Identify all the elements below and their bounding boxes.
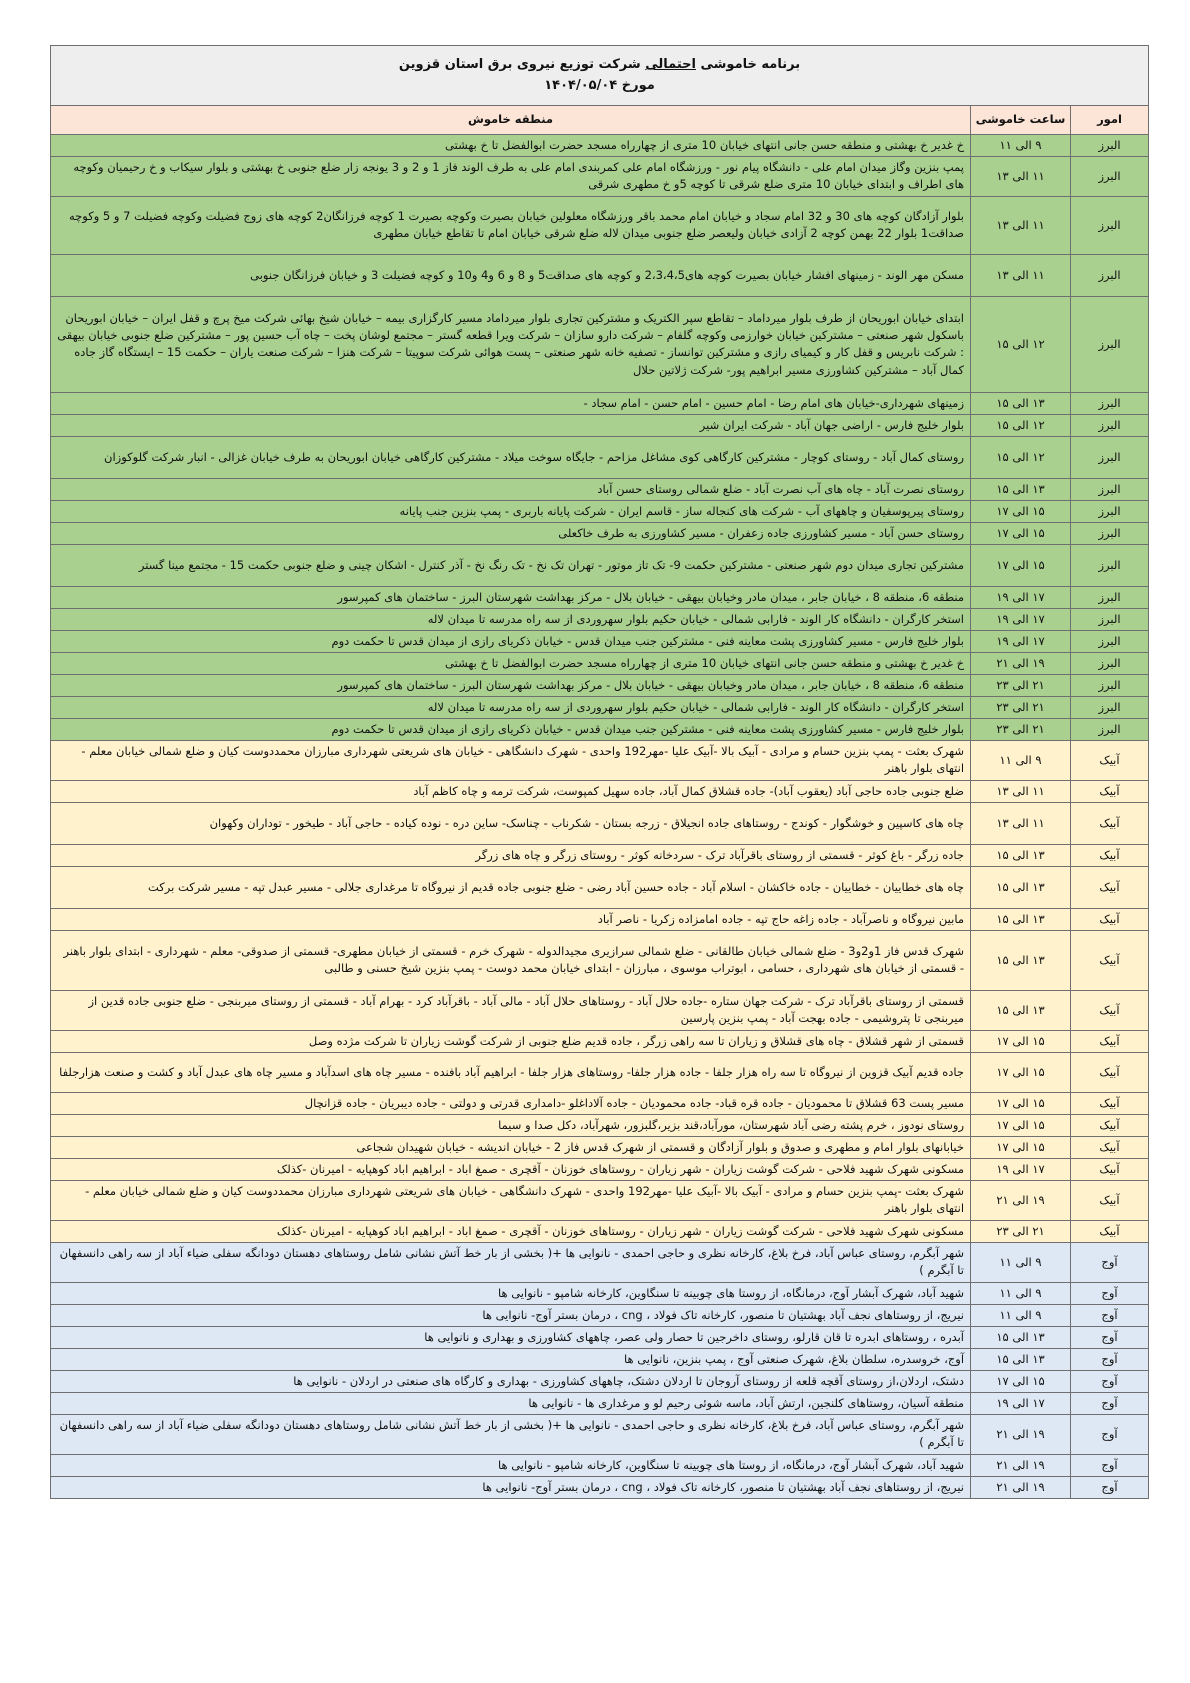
table-row — [51, 1454, 1149, 1476]
region-cell: البرز — [1071, 436, 1149, 478]
area-cell: روستای حسن آباد - مسیر کشاورزی جاده زعفران - مسیر کشاورزی به طرف خاکعلی — [51, 522, 971, 544]
area-cell: استخر کارگران - دانشگاه کار الوند - فارابی شمالی - خیابان حکیم بلوار سهروردی از سه راه مدرسه تا میدان لاله — [51, 696, 971, 718]
region-cell: آوج — [1071, 1348, 1149, 1370]
region-cell: آبیک — [1071, 1114, 1149, 1136]
area-cell: مسکن مهر الوند - زمینهای افشار خیابان بصیرت کوچه های2،3،4،5 و کوچه های صداقت5 و 8 و 6 و4 و10 و کوچه فضیلت 3 و خیابان فرزانگان جنوبی — [51, 254, 971, 296]
area-cell: قسمتی از روستای باقرآباد ترک - شرکت جهان ستاره -جاده حلال آباد - روستاهای حلال آباد - مالی آباد - باقرآباد کرد - بهرام آباد - قسمتی از روستای میربنجی - ضلع جنوبی جاده قدین از میربنجی تا پتروشیمی - جاده بهجت آباد - پمپ بنزین پارسین — [51, 990, 971, 1030]
region-cell: آبیک — [1071, 1030, 1149, 1052]
table-row — [51, 522, 1149, 544]
time-cell: ۱۳ الی ۱۵ — [971, 1326, 1071, 1348]
area-cell: مسیر پست 63 قشلاق تا محمودیان - جاده قره قباد- جاده محمودیان - جاده آلاداغلو -دامداری قدرتی و دولتی - جاده دیبریان - جاده قزانچال — [51, 1092, 971, 1114]
table-row — [51, 156, 1149, 196]
table-row — [51, 478, 1149, 500]
area-cell: قسمتی از شهر قشلاق - چاه های قشلاق و زیاران تا سه راهی زرگر ، جاده قدیم ضلع جنوبی از شرکت گوشت زیاران تا شرکت مژده وصل — [51, 1030, 971, 1052]
table-row — [51, 544, 1149, 586]
time-cell: ۱۳ الی ۱۵ — [971, 392, 1071, 414]
table-row — [51, 296, 1149, 392]
time-cell: ۱۹ الی ۲۱ — [971, 1180, 1071, 1220]
table-row — [51, 1304, 1149, 1326]
table-row — [51, 414, 1149, 436]
region-cell: البرز — [1071, 718, 1149, 740]
area-cell: روستای نصرت آباد - چاه های آب نصرت آباد - ضلع شمالی روستای حسن آباد — [51, 478, 971, 500]
time-cell: ۱۵ الی ۱۷ — [971, 1370, 1071, 1392]
area-cell: شهرک بعثت - پمپ بنزین حسام و مرادی - آبیک بالا -آبیک علیا -مهر192 واحدی - شهرک دانشگاهی - خیابان های شریعتی شهرداری مبارزان محمددوست کیان و ضلع شمالی خیابان معلم - انتهای بلوار باهنر — [51, 740, 971, 780]
time-cell: ۹ الی ۱۱ — [971, 740, 1071, 780]
area-cell: خ غدیر خ بهشتی و منطقه حسن جانی انتهای خیابان 10 متری از چهارراه مسجد حضرت ابوالفضل تا خ بهشتی — [51, 134, 971, 156]
area-cell: ابتدای خیابان ابوریحان از طرف بلوار میرداماد – تقاطع سپر الکتریک و مشترکین تجاری بلوار میرداماد مسیر کارگزاری بیمه – خیابان شیخ بهائی شرکت میخ پرچ و قفل ایران – خیابان ابوریحان باسکول شهر صنعتی – مشترکین خیابان خوارزمی وکوچه گلفام – شرکت دارو سازان – شرکت ویرا قطعه گستر – مجتمع لوشان پخت – چاه آب حسین پور – مشترکین ضلع جنوبی خیابان بیهقی : شرکت نابریس و قفل کار و کیمیای رازی و مشترکین توانساز - تصفیه خانه شهر صنعتی – پست هوائی شرکت سوپیتا – شرکت هنزا – شرکت صنعت یاران – حکمت 15 – ایستگاه گاز جاده کمال آباد – مشترکین کشاورزی مسیر ابراهیم پور- شرکت ژلاتین حلال — [51, 296, 971, 392]
region-cell: البرز — [1071, 674, 1149, 696]
page-title — [51, 46, 1149, 106]
time-cell: ۱۷ الی ۱۹ — [971, 1158, 1071, 1180]
region-cell: البرز — [1071, 500, 1149, 522]
area-cell: بلوار آزادگان کوچه های 30 و 32 امام سجاد و خیابان امام محمد باقر ورزشگاه معلولین خیابان بصیرت وکوچه بصیرت 1 کوچه فرزانگان2 کوچه های زوج فضیلت وکوچه فضیلت 7 و 5 وکوچه صداقت1 بلوار 22 بهمن کوچه 2 آزادی خیابان ولیعصر ضلع جنوبی میدان لاله ضلع شرقی خیابان امام تا تقاطع خیابان مطهری — [51, 196, 971, 254]
area-cell: شهید آباد، شهرک آبشار آوج، درمانگاه، از روستا های چوبینه تا سنگاوین، کارخانه شامپو - نانوایی ها — [51, 1282, 971, 1304]
area-cell: جاده قدیم آبیک قزوین از نیروگاه تا سه راه هزار جلفا - جاده هزار جلفا- روستاهای هزار جلفا - ابراهیم آباد بافنده - مسیر چاه های اسدآباد و مسیر چاه های عبدل آباد و کشت و صنعت هزارجلفا — [51, 1052, 971, 1092]
area-cell: زمینهای شهرداری-خیابان های امام رضا - امام حسین - امام حسن - امام سجاد - — [51, 392, 971, 414]
area-cell: روستای نودوز ، خرم پشته رضی آباد شهرستان، مورآباد،قند بزیر،گلبزور، شهرآباد، دکل صدا و سیما — [51, 1114, 971, 1136]
region-cell: البرز — [1071, 696, 1149, 718]
table-row — [51, 1180, 1149, 1220]
time-cell: ۱۳ الی ۱۵ — [971, 908, 1071, 930]
table-row — [51, 586, 1149, 608]
region-cell: آوج — [1071, 1392, 1149, 1414]
time-cell: ۱۱ الی ۱۳ — [971, 780, 1071, 802]
header-time: ساعت خاموشی — [971, 105, 1071, 134]
table-row — [51, 674, 1149, 696]
region-cell: البرز — [1071, 478, 1149, 500]
area-cell: بلوار خلیج فارس - مسیر کشاورزی پشت معاینه فنی - مشترکین جنب میدان قدس - خیابان ذکریای رازی از میدان قدس تا حکمت دوم — [51, 718, 971, 740]
area-cell: بلوار خلیج فارس - اراضی جهان آباد - شرکت ایران شیر — [51, 414, 971, 436]
table-row — [51, 134, 1149, 156]
table-row — [51, 930, 1149, 990]
region-cell: آبیک — [1071, 908, 1149, 930]
area-cell: آوج، خروسدره، سلطان بلاغ، شهرک صنعتی آوج ، پمپ بنزین، نانوایی ها — [51, 1348, 971, 1370]
time-cell: ۱۱ الی ۱۳ — [971, 196, 1071, 254]
table-row — [51, 1052, 1149, 1092]
time-cell: ۱۵ الی ۱۷ — [971, 1136, 1071, 1158]
title-emphasis: احتمالی — [645, 57, 696, 72]
time-cell: ۱۵ الی ۱۷ — [971, 522, 1071, 544]
time-cell: ۱۷ الی ۱۹ — [971, 586, 1071, 608]
region-cell: البرز — [1071, 296, 1149, 392]
region-cell: آبیک — [1071, 990, 1149, 1030]
table-row — [51, 1414, 1149, 1454]
time-cell: ۱۲ الی ۱۵ — [971, 436, 1071, 478]
region-cell: آوج — [1071, 1282, 1149, 1304]
table-row — [51, 1114, 1149, 1136]
area-cell: پمپ بنزین وگاز میدان امام علی - دانشگاه پیام نور - ورزشگاه امام علی کمربندی امام علی به طرف الوند فاز 1 و 2 و 3 یونجه زار ضلع جنوبی خ بهشتی و بلوار سیکاب و خ رحیمیان وکوچه های اطراف و ابتدای خیابان 10 متری ضلع شرقی تا کوچه 5و خ مطهری شرقی — [51, 156, 971, 196]
region-cell: البرز — [1071, 586, 1149, 608]
time-cell: ۱۱ الی ۱۳ — [971, 254, 1071, 296]
time-cell: ۱۷ الی ۱۹ — [971, 630, 1071, 652]
area-cell: روستای پیرپوسفیان و چاههای آب - شرکت های کنجاله ساز - قاسم ایران - شرکت پایانه باربری - پمپ بنزین جنب پایانه — [51, 500, 971, 522]
table-row — [51, 990, 1149, 1030]
region-cell: البرز — [1071, 392, 1149, 414]
time-cell: ۹ الی ۱۱ — [971, 134, 1071, 156]
time-cell: ۱۹ الی ۲۱ — [971, 1414, 1071, 1454]
table-row — [51, 1326, 1149, 1348]
area-cell: مسکونی شهرک شهید فلاحی - شرکت گوشت زیاران - شهر زیاران - روستاهای خوزنان - آقچری - صمغ اباد - ابراهیم اباد کوهپایه - امیرنان -کذلک — [51, 1158, 971, 1180]
table-row — [51, 1392, 1149, 1414]
header-region: امور — [1071, 105, 1149, 134]
time-cell: ۱۳ الی ۱۵ — [971, 478, 1071, 500]
header-row — [51, 105, 1149, 134]
time-cell: ۱۳ الی ۱۵ — [971, 844, 1071, 866]
table-row — [51, 254, 1149, 296]
region-cell: آوج — [1071, 1414, 1149, 1454]
region-cell: آوج — [1071, 1304, 1149, 1326]
region-cell: آبیک — [1071, 866, 1149, 908]
title-prefix: برنامه خاموشی — [695, 57, 801, 72]
time-cell: ۱۹ الی ۲۱ — [971, 652, 1071, 674]
table-row — [51, 1370, 1149, 1392]
table-row — [51, 1476, 1149, 1498]
time-cell: ۱۳ الی ۱۵ — [971, 930, 1071, 990]
time-cell: ۱۳ الی ۱۵ — [971, 866, 1071, 908]
region-cell: البرز — [1071, 544, 1149, 586]
region-cell: آبیک — [1071, 1052, 1149, 1092]
title-date: مورخ ۱۴۰۴/۰۵/۰۴ — [544, 78, 655, 94]
title-row — [51, 46, 1149, 106]
region-cell: البرز — [1071, 254, 1149, 296]
region-cell: آبیک — [1071, 1158, 1149, 1180]
table-row — [51, 500, 1149, 522]
outage-schedule-table — [50, 45, 1149, 1499]
time-cell: ۹ الی ۱۱ — [971, 1242, 1071, 1282]
region-cell: البرز — [1071, 522, 1149, 544]
table-row — [51, 608, 1149, 630]
table-row — [51, 780, 1149, 802]
time-cell: ۱۹ الی ۲۱ — [971, 1454, 1071, 1476]
table-row — [51, 1136, 1149, 1158]
region-cell: البرز — [1071, 630, 1149, 652]
region-cell: آوج — [1071, 1242, 1149, 1282]
area-cell: نیریج، از روستاهای نجف آباد بهشتیان تا منصور، کارخانه تاک فولاد ، cng ، درمان بستر آوج- نانوایی ها — [51, 1304, 971, 1326]
table-row — [51, 630, 1149, 652]
table-row — [51, 696, 1149, 718]
area-cell: چاه های خطاییان - خطاییان - جاده خاکشان - اسلام آباد - جاده حسین آباد رضی - ضلع جنوبی جاده قدیم از نیروگاه تا مرغداری جلالی - مسیر عبدل تپه - مسیر شرکت برکت — [51, 866, 971, 908]
area-cell: استخر کارگران - دانشگاه کار الوند - فارابی شمالی - خیابان حکیم بلوار سهروردی از سه راه مدرسه تا میدان لاله — [51, 608, 971, 630]
area-cell: ضلع جنوبی جاده حاجی آباد (یعقوب آباد)- جاده قشلاق کمال آباد، جاده سهیل کمپوست، شرکت ترمه و چاه کاظم آباد — [51, 780, 971, 802]
area-cell: منطقه 6، منطقه 8 ، خیابان جابر ، میدان مادر وخیابان بیهقی - خیابان بلال - مرکز بهداشت شهرستان البرز - ساختمان های کمپرسور — [51, 674, 971, 696]
table-row — [51, 844, 1149, 866]
table-row — [51, 1348, 1149, 1370]
area-cell: خ غدیر خ بهشتی و منطقه حسن جانی انتهای خیابان 10 متری از چهارراه مسجد حضرت ابوالفضل تا خ بهشتی — [51, 652, 971, 674]
region-cell: آوج — [1071, 1454, 1149, 1476]
area-cell: جاده زرگر - باغ کوثر - قسمتی از روستای باقرآباد ترک - سردخانه کوثر - روستای زرگر و چاه های زرگر — [51, 844, 971, 866]
area-cell: شهید آباد، شهرک آبشار آوج، درمانگاه، از روستا های چوبینه تا سنگاوین، کارخانه شامپو - نانوایی ها — [51, 1454, 971, 1476]
region-cell: البرز — [1071, 414, 1149, 436]
title-suffix: شرکت توزیع نیروی برق استان قزوین — [398, 57, 646, 72]
time-cell: ۱۵ الی ۱۷ — [971, 544, 1071, 586]
area-cell: نیریج، از روستاهای نجف آباد بهشتیان تا منصور، کارخانه تاک فولاد ، cng ، درمان بستر آوج- نانوایی ها — [51, 1476, 971, 1498]
area-cell: شهرک بعثت -پمپ بنزین حسام و مرادی - آبیک بالا -آبیک علیا -مهر192 واحدی - شهرک دانشگاهی - خیابان های شریعتی شهرداری مبارزان محمددوست کیان و ضلع شمالی خیابان معلم - انتهای بلوار باهنر — [51, 1180, 971, 1220]
region-cell: البرز — [1071, 652, 1149, 674]
table-row — [51, 652, 1149, 674]
region-cell: آوج — [1071, 1326, 1149, 1348]
region-cell: آبیک — [1071, 930, 1149, 990]
region-cell: آبیک — [1071, 740, 1149, 780]
area-cell: شهر آبگرم، روستای عباس آباد، فرخ بلاغ، کارخانه نظری و حاجی احمدی - نانوایی ها +( بخشی از بار خط آتش نشانی شامل روستاهای دهستان دودانگه سفلی ضیاء آباد از سه راهی دانسفهان تا آبگرم ) — [51, 1242, 971, 1282]
time-cell: ۱۵ الی ۱۷ — [971, 500, 1071, 522]
table-row — [51, 436, 1149, 478]
area-cell: آبدره ، روستاهای ابدره تا قان قارلو، روستای داخرجین تا حصار ولی عصر، چاههای کشاورزی و بهداری و نانوایی ها — [51, 1326, 971, 1348]
region-cell: البرز — [1071, 196, 1149, 254]
time-cell: ۱۹ الی ۲۱ — [971, 1476, 1071, 1498]
area-cell: مابین نیروگاه و ناصرآباد - جاده زاغه حاج تپه - جاده امامزاده زکریا - ناصر آباد — [51, 908, 971, 930]
time-cell: ۹ الی ۱۱ — [971, 1304, 1071, 1326]
time-cell: ۱۵ الی ۱۷ — [971, 1114, 1071, 1136]
table-row — [51, 392, 1149, 414]
time-cell: ۱۵ الی ۱۷ — [971, 1092, 1071, 1114]
time-cell: ۹ الی ۱۱ — [971, 1282, 1071, 1304]
time-cell: ۱۵ الی ۱۷ — [971, 1030, 1071, 1052]
region-cell: آوج — [1071, 1370, 1149, 1392]
region-cell: آبیک — [1071, 802, 1149, 844]
table-row — [51, 1282, 1149, 1304]
table-row — [51, 1242, 1149, 1282]
time-cell: ۱۵ الی ۱۷ — [971, 1052, 1071, 1092]
time-cell: ۲۱ الی ۲۳ — [971, 696, 1071, 718]
region-cell: آوج — [1071, 1476, 1149, 1498]
time-cell: ۱۷ الی ۱۹ — [971, 608, 1071, 630]
table-row — [51, 866, 1149, 908]
time-cell: ۱۱ الی ۱۳ — [971, 802, 1071, 844]
time-cell: ۱۱ الی ۱۳ — [971, 156, 1071, 196]
region-cell: آبیک — [1071, 1136, 1149, 1158]
region-cell: البرز — [1071, 608, 1149, 630]
area-cell: خیابانهای بلوار امام و مطهری و صدوق و بلوار آزادگان و قسمتی از شهرک قدس فاز 2 - خیابان اندیشه - خیابان شهیدان شجاعی — [51, 1136, 971, 1158]
table-row — [51, 196, 1149, 254]
table-row — [51, 908, 1149, 930]
table-row — [51, 718, 1149, 740]
table-row — [51, 1220, 1149, 1242]
title-line-1 — [51, 54, 1148, 75]
area-cell: مسکونی شهرک شهید فلاحی - شرکت گوشت زیاران - شهر زیاران - روستاهای خوزنان - آقچری - صمغ اباد - ابراهیم اباد کوهپایه - امیرنان -کذلک — [51, 1220, 971, 1242]
region-cell: آبیک — [1071, 780, 1149, 802]
time-cell: ۱۲ الی ۱۵ — [971, 296, 1071, 392]
region-cell: آبیک — [1071, 1092, 1149, 1114]
time-cell: ۱۲ الی ۱۵ — [971, 414, 1071, 436]
table-row — [51, 1030, 1149, 1052]
region-cell: آبیک — [1071, 1180, 1149, 1220]
area-cell: شهرک قدس فاز 1و2و3 - ضلع شمالی خیابان طالقانی - ضلع شمالی سرازیری مجیدالدوله - شهرک خرم - قسمتی از خیابان مطهری- قسمتی از صدوقی- معلم - شهرداری - ابتدای بلوار باهنر - قسمتی از خیابان های شهرداری ، حسامی ، ابوتراب موسوی ، مبارزان - ابتدای خیابان محمد دوست - پمپ بنزین شیخ حسنی و طالبی — [51, 930, 971, 990]
area-cell: چاه های کاسپین و خوشگوار - کوندج - روستاهای جاده انجیلاق - زرجه بستان - شکرناب - چناسک- ساین دره - نوده کیاده - حاجی آباد - طیخور - توداران وکهوان — [51, 802, 971, 844]
time-cell: ۲۱ الی ۲۳ — [971, 1220, 1071, 1242]
table-row — [51, 1158, 1149, 1180]
area-cell: بلوار خلیج فارس - مسیر کشاورزی پشت معاینه فنی - مشترکین جنب میدان قدس - خیابان ذکریای رازی از میدان قدس تا حکمت دوم — [51, 630, 971, 652]
header-area: منطقه خاموش — [51, 105, 971, 134]
time-cell: ۲۱ الی ۲۳ — [971, 718, 1071, 740]
area-cell: دشتک، اردلان،از روستای آقچه قلعه از روستای آروجان تا اردلان دشتک، چاههای کشاورزی - بهداری و کارگاه های صنعتی در اردلان - نانوایی ها — [51, 1370, 971, 1392]
region-cell: آبیک — [1071, 844, 1149, 866]
region-cell: آبیک — [1071, 1220, 1149, 1242]
time-cell: ۲۱ الی ۲۳ — [971, 674, 1071, 696]
area-cell: منطقه آسیان، روستاهای کلنجین، ارتش آباد، ماسه شوئی رحیم لو و مرغداری ها - نانوایی ها — [51, 1392, 971, 1414]
table-row — [51, 740, 1149, 780]
time-cell: ۱۷ الی ۱۹ — [971, 1392, 1071, 1414]
area-cell: مشترکین تجاری میدان دوم شهر صنعتی - مشترکین حکمت 9- تک تاز موتور - تهران تک نخ - تک رنگ نخ - آذر کنترل - اشکان چینی و ضلع جنوبی حکمت 15 - مجتمع مینا گستر — [51, 544, 971, 586]
area-cell: روستای کمال آباد - روستای کوچار - مشترکین کارگاهی کوی مشاغل مزاحم - جایگاه سوخت میلاد - مشترکین کارگاهی خیابان ابوریحان به طرف خیابان غزالی - انبار شرکت گلوکوزان — [51, 436, 971, 478]
table-row — [51, 1092, 1149, 1114]
area-cell: منطقه 6، منطقه 8 ، خیابان جابر ، میدان مادر وخیابان بیهقی - خیابان بلال - مرکز بهداشت شهرستان البرز - ساختمان های کمپرسور — [51, 586, 971, 608]
time-cell: ۱۳ الی ۱۵ — [971, 990, 1071, 1030]
region-cell: البرز — [1071, 156, 1149, 196]
time-cell: ۱۳ الی ۱۵ — [971, 1348, 1071, 1370]
area-cell: شهر آبگرم، روستای عباس آباد، فرخ بلاغ، کارخانه نظری و حاجی احمدی - نانوایی ها +( بخشی از بار خط آتش نشانی شامل روستاهای دهستان دودانگه سفلی ضیاء آباد از سه راهی دانسفهان تا آبگرم ) — [51, 1414, 971, 1454]
region-cell: البرز — [1071, 134, 1149, 156]
table-row — [51, 802, 1149, 844]
